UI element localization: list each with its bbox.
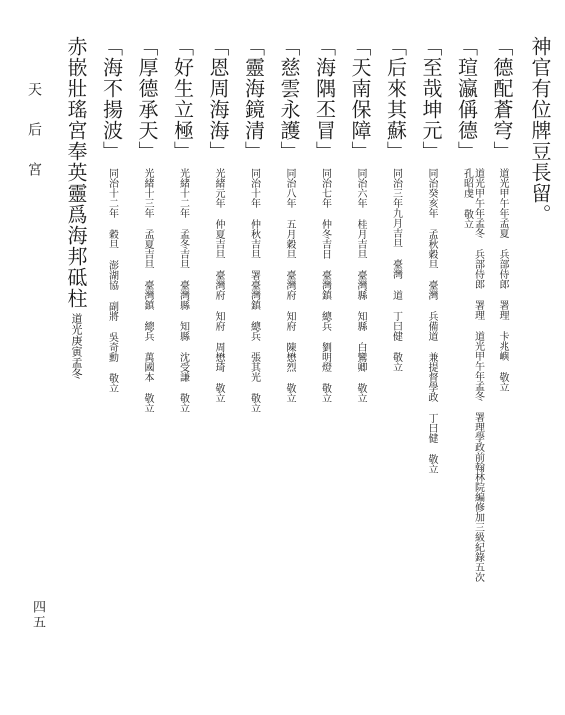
entry-column [240, 36, 269, 413]
entry-couplet: 「慈雲永護」 [277, 36, 301, 162]
entry-note: 同治癸亥年 孟秋穀旦 臺灣 兵備道 兼提督學政 丁曰健 敬立 [426, 168, 437, 474]
entry-column [382, 36, 411, 372]
entry-note: 道光甲午年孟冬 兵部侍郎 署理 道光甲午年孟冬 署理學政前翰林院編修加三級紀錄五次 孔昭虔 敬立 [461, 168, 484, 582]
entry-couplet: 「好生立極」 [170, 36, 195, 162]
entry-note: 同治十二年 穀旦 澎湖協 副將 吳奇勳 敬立 [106, 168, 118, 393]
running-head: 天后宮 [26, 82, 42, 202]
entry-couplet: 「德配蒼穹」 [490, 36, 514, 162]
entry-couplet: 「靈海鏡清」 [241, 36, 266, 162]
entry-note: 光緒十三年 孟夏吉旦 臺灣鎮 總兵 萬國本 敬立 [142, 168, 153, 413]
entry-tail: 道光庚寅孟冬 [70, 313, 83, 379]
entry-couplet: 「海不揚波」 [99, 36, 124, 162]
entry-note: 道光甲午年孟夏 兵部侍郎 署理 卡兆嶼 敬立 [497, 168, 508, 392]
entry-column [133, 36, 162, 413]
entry-couplet: 「海隅丕冒」 [312, 36, 337, 162]
entry-note: 同治八年 五月穀旦 臺灣府 知府 陳懋烈 敬立 [284, 168, 295, 403]
entry-couplet: 「瑄瀛偁德」 [454, 36, 479, 162]
entry-note: 同治十年 仲秋吉旦 署臺灣鎮 總兵 張其光 敬立 [248, 168, 260, 413]
entry-note: 同治六年 桂月吉旦 臺灣縣 知縣 白鸞卿 敬立 [355, 168, 366, 403]
entry-column [453, 36, 484, 598]
entry-column [488, 36, 517, 392]
entry-column [98, 36, 127, 393]
entry-couplet: 「厚德承天」 [135, 36, 159, 162]
entry-couplet: 赤嵌壯瑤宮奉英靈爲海邦砥柱 [64, 36, 88, 309]
entry-column [311, 36, 340, 403]
page-number: 四五 [30, 600, 45, 630]
entry-column [417, 36, 446, 474]
entry-column [346, 36, 375, 403]
entry-couplet: 「恩周海海」 [206, 36, 230, 162]
entry-column [62, 36, 91, 379]
entry-couplet: 「天南保障」 [348, 36, 372, 162]
entry-column [275, 36, 304, 403]
entry-note: 同治三年九月吉旦 臺灣 道 丁曰健 敬立 [390, 168, 402, 372]
entry-couplet: 「后來其蘇」 [383, 36, 408, 162]
entry-note: 光緒十二年 孟冬吉旦 臺灣縣 知縣 沈受謙 敬立 [177, 168, 189, 413]
entry-note: 同治七年 仲冬吉日 臺灣鎮 總兵 劉明燈 敬立 [319, 168, 331, 403]
entry-note: 光緒元年 仲夏吉旦 臺灣府 知府 周懋琦 敬立 [213, 168, 224, 403]
intro-line: 神官有位牌豆長留。 [528, 36, 552, 225]
entry-couplet: 「至哉坤元」 [419, 36, 443, 162]
entry-column [204, 36, 233, 403]
entry-column [169, 36, 198, 413]
